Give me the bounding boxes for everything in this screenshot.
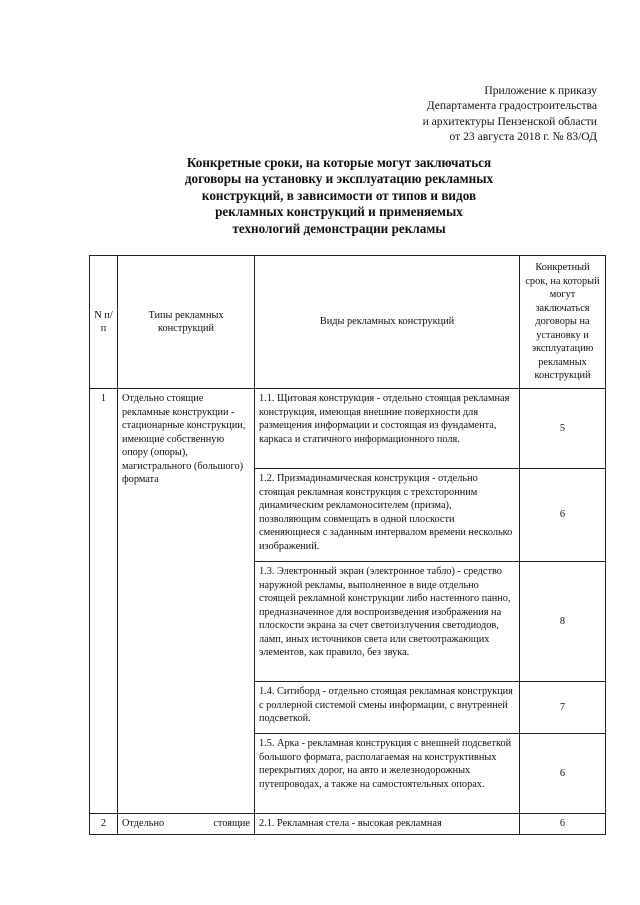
term-value: 5 bbox=[520, 389, 606, 469]
row-number: 2 bbox=[90, 814, 118, 835]
title-line: рекламных конструкций и применяемых bbox=[215, 204, 463, 220]
term-value: 7 bbox=[520, 682, 606, 734]
header-line: Департамента градостроительства bbox=[426, 99, 597, 113]
table-row bbox=[90, 814, 606, 835]
construction-kind: 1.4. Ситиборд - отдельно стоящая рекламная конструкция с роллерной системой смены информации, с внутренней подсветкой. bbox=[255, 682, 520, 734]
table-row bbox=[90, 389, 606, 469]
construction-kind: 1.5. Арка - рекламная конструкция с внешней подсветкой большого формата, располагаемая на конструктивных перекрытиях дорог, на авто и железнодорожных путепроводах, а также на самостоятельных опорах. bbox=[255, 734, 520, 814]
row-number: 1 bbox=[90, 389, 118, 814]
terms-table bbox=[89, 255, 606, 835]
header-line: и архитектуры Пензенской области bbox=[422, 114, 597, 128]
table-header-row bbox=[90, 256, 606, 389]
header-kinds: Виды рекламных конструкций bbox=[255, 256, 520, 389]
header-term: Конкретный срок, на который могут заключаться договоры на установку и эксплуатацию рекламных конструкций bbox=[520, 256, 606, 389]
construction-kind: 1.1. Щитовая конструкция - отдельно стоящая рекламная конструкция, имеющая внешние поверхности для размещения информации и состоящая из фундамента, каркаса и статичного информационного поля. bbox=[255, 389, 520, 469]
term-value: 6 bbox=[520, 734, 606, 814]
term-value: 6 bbox=[520, 469, 606, 562]
construction-type: Отдельно стоящие bbox=[118, 814, 255, 835]
order-appendix-header bbox=[423, 83, 597, 144]
title-line: технологий демонстрации рекламы bbox=[232, 220, 446, 236]
header-types: Типы рекламных конструкций bbox=[118, 256, 255, 389]
construction-kind: 1.2. Призмадинамическая конструкция - отдельно стоящая рекламная конструкция с трехсторонним динамическим рекламоносителем (призма), позволяющим совмещать в одной плоскости сменяющиеся с заданным интервалом времени несколько изображений. bbox=[255, 469, 520, 562]
document-title bbox=[140, 155, 538, 237]
construction-kind: 1.3. Электронный экран (электронное табло) - средство наружной рекламы, выполненное в виде отдельно стоящей рекламной конструкции либо настенного панно, предназначенное для воспроизведения изображения на плоскости экрана за счет светоизлучения светодиодов, ламп, иных источников света или светоотражающих элементов, как правило, без звука. bbox=[255, 562, 520, 682]
term-value: 6 bbox=[520, 814, 606, 835]
title-line: Конкретные сроки, на которые могут заключаться bbox=[186, 155, 492, 170]
term-value: 8 bbox=[520, 562, 606, 682]
title-line: договоры на установку и эксплуатацию рекламных bbox=[184, 171, 494, 187]
header-line: Приложение к приказу bbox=[484, 84, 597, 97]
construction-kind: 2.1. Рекламная стела - высокая рекламная bbox=[255, 814, 520, 835]
title-line: конструкций, в зависимости от типов и видов bbox=[201, 187, 477, 203]
header-num: N п/п bbox=[90, 256, 118, 389]
construction-type: Отдельно стоящие рекламные конструкции - стационарные конструкции, имеющие собственную опору (опоры), магистрального (большого) формата bbox=[118, 389, 255, 814]
header-line: от 23 августа 2018 г. № 83/ОД bbox=[449, 129, 597, 143]
